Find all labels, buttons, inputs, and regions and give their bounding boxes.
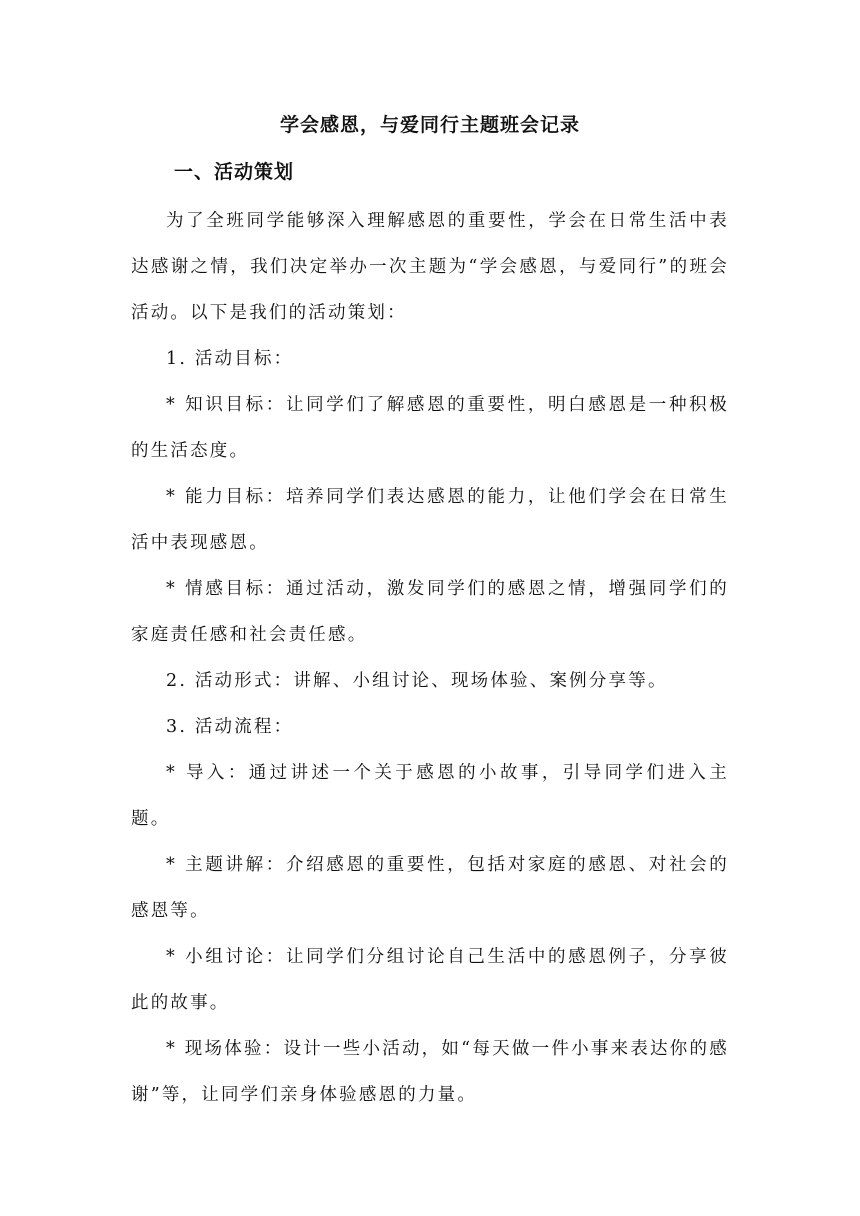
paragraph-intro-step: * 导入：通过讲述一个关于感恩的小故事，引导同学们进入主题。 bbox=[131, 763, 729, 829]
paragraph-theme-lecture: * 主题讲解：介绍感恩的重要性，包括对家庭的感恩、对社会的感恩等。 bbox=[131, 855, 729, 921]
paragraph-goals-heading: 1. 活动目标： bbox=[166, 349, 294, 369]
document-body bbox=[131, 198, 729, 1118]
paragraph-ability-goal: * 能力目标：培养同学们表达感恩的能力，让他们学会在日常生活中表现感恩。 bbox=[131, 487, 729, 553]
paragraph-activity-form: 2. 活动形式：讲解、小组讨论、现场体验、案例分享等。 bbox=[166, 671, 668, 691]
paragraph-process-heading: 3. 活动流程： bbox=[166, 717, 294, 737]
document-title: 学会感恩，与爱同行主题班会记录 bbox=[279, 114, 580, 136]
paragraph-group-discussion: * 小组讨论：让同学们分组讨论自己生活中的感恩例子，分享彼此的故事。 bbox=[131, 947, 729, 1013]
paragraph-live-experience: * 现场体验：设计一些小活动，如“每天做一件小事来表达你的感谢”等，让同学们亲身体验感恩的力量。 bbox=[131, 1039, 729, 1105]
section-heading: 一、活动策划 bbox=[174, 161, 295, 183]
paragraph-emotion-goal: * 情感目标：通过活动，激发同学们的感恩之情，增强同学们的家庭责任感和社会责任感。 bbox=[131, 579, 729, 645]
paragraph-knowledge-goal: * 知识目标：让同学们了解感恩的重要性，明白感恩是一种积极的生活态度。 bbox=[131, 395, 729, 461]
paragraph-intro: 为了全班同学能够深入理解感恩的重要性，学会在日常生活中表达感谢之情，我们决定举办一次主题为“学会感恩，与爱同行”的班会活动。以下是我们的活动策划： bbox=[131, 211, 729, 323]
